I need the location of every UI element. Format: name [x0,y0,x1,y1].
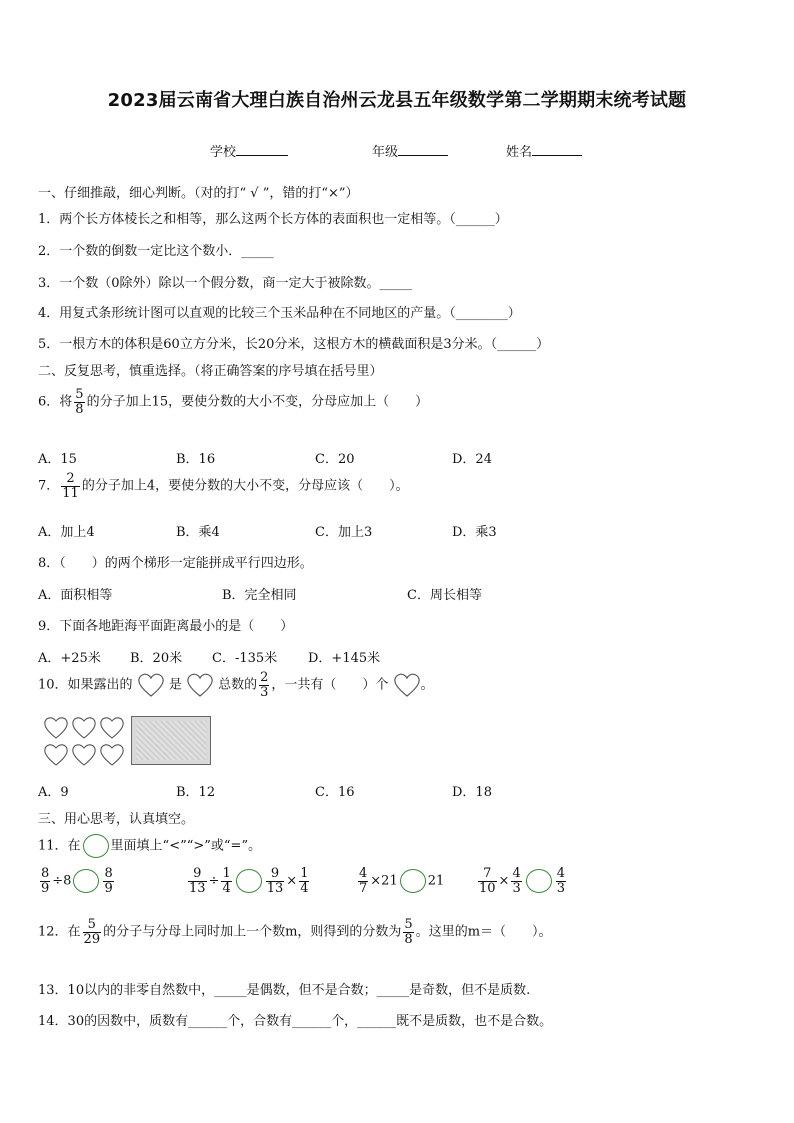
denominator: 4 [222,880,231,896]
numerator: 1 [300,866,309,881]
option-c[interactable]: C．16 [315,785,355,800]
compare-circle[interactable] [400,869,426,893]
denominator: 9 [41,880,50,896]
numerator: 9 [188,867,207,882]
numerator: 5 [75,387,84,402]
hearts-group-icon [42,715,128,767]
fraction [83,918,102,946]
option-a[interactable]: A．15 [38,452,77,467]
q6-text: 的分子加上15，要使分数的大小不变，分母应加上（ ） [86,394,429,410]
option-b[interactable]: B．乘4 [176,525,220,540]
fraction [221,867,231,895]
option-b[interactable]: B．16 [176,452,216,467]
option-c[interactable]: C．周长相等 [407,588,482,603]
covered-box-texture [136,721,206,760]
question-12 [38,918,552,946]
fraction [511,867,521,895]
numerator: 1 [222,866,231,881]
section-heading: 一、仔细推敲，细心判断。（对的打“ √ ”，错的打“×”） [38,186,359,201]
fraction [40,867,50,895]
fraction [259,671,269,699]
fraction [403,918,413,946]
option-a[interactable]: A．+25米 [38,651,101,666]
question-1: 1．两个长方体棱长之和相等，那么这两个长方体的表面积也一定相等。（______） [38,212,508,227]
q10-text-of: 总数的 [218,677,258,693]
option-b[interactable]: B．完全相同 [222,588,297,603]
comparison-2 [186,867,311,895]
fraction [358,867,368,895]
numerator: 2 [260,670,269,685]
denominator: 8 [404,931,413,947]
school-blank[interactable] [236,143,288,156]
section-heading: 三、用心思考，认真填空。 [38,812,195,827]
denominator: 7 [359,880,368,896]
denominator: 11 [62,485,79,501]
fraction [299,867,309,895]
denominator: 8 [75,401,84,417]
option-c[interactable]: C．加上3 [315,525,373,540]
question-9: 9．下面各地距海平面距离最小的是（ ） [38,619,294,634]
operator: × [498,873,510,889]
option-d[interactable]: D．+145米 [308,651,381,666]
compare-circle[interactable] [236,869,262,893]
denominator: 9 [104,880,113,896]
numerator: 4 [512,866,521,881]
heart-icon [186,672,214,698]
question-4: 4．用复式条形统计图可以直观的比较三个玉米品种在不同地区的产量。（________） [38,306,521,321]
school-label: 学校 [210,145,237,160]
option-c[interactable]: C．20 [315,452,355,467]
grade-blank[interactable] [398,143,448,156]
denominator: 4 [300,880,309,896]
numerator: 5 [404,917,413,932]
question-11 [38,834,261,858]
heart-icon [393,672,421,698]
numerator: 8 [104,866,113,881]
question-10 [38,671,434,699]
question-14: 14．30的因数中，质数有______个，合数有______个，______既不是质数，也不是合数。 [38,1014,553,1029]
comparison-3 [356,867,444,895]
option-d[interactable]: D．24 [452,452,492,467]
right-value: 21 [427,873,445,889]
page-title: 2023届云南省大理白族自治州云龙县五年级数学第二学期期末统考试题 [107,90,687,111]
q12-end: 。这里的m＝（ ）。 [415,924,552,940]
numerator: 4 [359,866,368,881]
question-13: 13．10以内的非零自然数中，_____是偶数，但不是合数；_____是奇数，但不是质数. [38,983,531,998]
question-5: 5．一根方木的体积是60立方分米，长20分米，这根方木的横截面积是3分米。（______） [38,337,550,352]
numerator: 7 [478,867,497,882]
numerator: 5 [83,918,102,933]
operator: ÷8 [52,873,72,889]
option-b[interactable]: B．12 [176,785,216,800]
denominator: 13 [266,880,284,896]
question-8: 8．（ ）的两个梯形一定能拼成平行四边形。 [38,556,313,571]
q7-prefix: 7． [38,478,60,494]
q10-prefix: 10．如果露出的 [38,677,133,693]
grade-field[interactable] [372,141,448,160]
fraction [556,867,566,895]
numerator: 2 [61,472,80,487]
question-7 [38,472,409,500]
q12-text: 的分子与分母上同时加上一个数m，则得到的分数为 [103,924,402,940]
q6-prefix: 6．将 [38,394,73,410]
question-6 [38,388,428,416]
fraction [74,388,84,416]
question-2: 2．一个数的倒数一定比这个数小．_____ [38,244,274,259]
q7-text: 的分子加上4，要使分数的大小不变，分母应该（ ）。 [81,478,409,494]
numerator: 9 [266,867,285,882]
name-field[interactable] [506,141,582,160]
denominator: 13 [189,880,206,896]
denominator: 3 [512,880,521,896]
operator: × [286,873,298,889]
q11-text: 里面填上“<”“>”或“=”。 [110,838,262,854]
question-3: 3．一个数（0除外）除以一个假分数，商一定大于被除数。_____ [38,276,413,291]
name-blank[interactable] [532,143,582,156]
section-heading: 二、反复思考，慎重选择。（将正确答案的序号填在括号里） [38,364,383,379]
option-d[interactable]: D．18 [452,785,492,800]
q10-end: 。 [420,677,434,693]
denominator: 29 [83,931,101,947]
compare-circle[interactable] [526,869,552,893]
comparison-1 [38,867,116,895]
compare-circle-icon [83,834,109,858]
fraction [478,867,497,895]
grade-label: 年级 [372,145,399,160]
q10-text-is: 是 [168,677,182,693]
q10-text-total: ，一共有（ ）个 [271,677,389,693]
option-d[interactable]: D．乘3 [452,525,497,540]
heart-icon [137,672,165,698]
q11-prefix: 11．在 [38,838,81,854]
fraction [61,472,80,500]
fraction [103,867,113,895]
option-a[interactable]: A．面积相等 [38,588,113,603]
operator: ÷ [208,873,220,889]
numerator: 8 [41,866,50,881]
denominator: 10 [479,880,496,896]
compare-circle[interactable] [73,869,99,893]
covered-box [131,716,211,765]
option-c[interactable]: C．-135米 [212,651,278,666]
school-field[interactable] [210,141,288,160]
comparison-4 [476,867,568,895]
option-a[interactable]: A．加上4 [38,525,95,540]
q12-prefix: 12．在 [38,924,81,940]
name-label: 姓名 [506,145,533,160]
denominator: 3 [260,684,269,700]
fraction [188,867,207,895]
denominator: 3 [556,880,566,896]
operator: ×21 [370,873,398,889]
numerator: 4 [556,866,566,881]
option-b[interactable]: B．20米 [130,651,183,666]
hearts-figure [42,715,128,767]
fraction [266,867,285,895]
option-a[interactable]: A．9 [38,785,69,800]
